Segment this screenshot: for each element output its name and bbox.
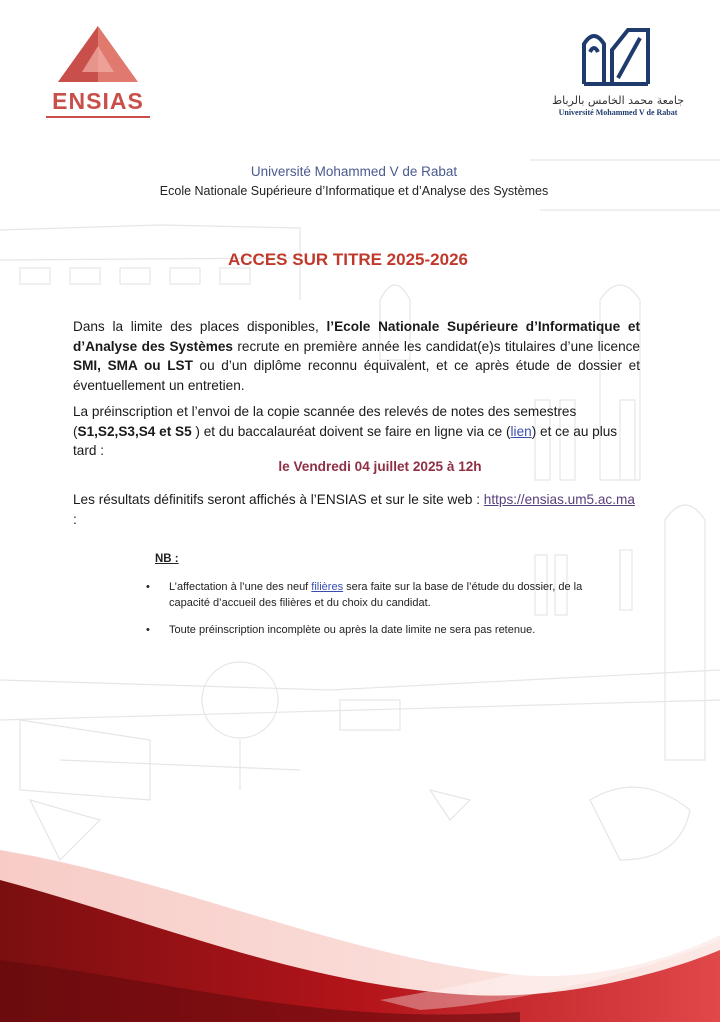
page-title: ACCES SUR TITRE 2025-2026 bbox=[228, 250, 468, 269]
nb-list bbox=[146, 579, 606, 649]
preinscription-link[interactable]: lien bbox=[510, 423, 532, 439]
bullet-icon: • bbox=[146, 581, 150, 593]
university-name-latin: Université Mohammed V de Rabat bbox=[558, 108, 678, 117]
preinscription-paragraph: La préinscription et l’envoi de la copie scannée des relevés de notes des semestres (S1,S2,S3,S4 et S5 ) et du baccalauréat doivent se faire en ligne via ce (lien) et ce au plus tard : bbox=[73, 404, 618, 458]
intro-paragraph: Dans la limite des places disponibles, l’Ecole Nationale Supérieure d’Informatique et d’Analyse des Systèmes recrute en première année les candidat(e)s titulaires d’une licence SMI, SMA ou LST ou d’un diplôme reconnu équivalent, et ce après étude de dossier et éventuellement un entretien. bbox=[73, 319, 640, 393]
licence-types: SMI, SMA ou LST bbox=[73, 358, 193, 373]
bullet-icon: • bbox=[146, 624, 150, 636]
nb-label: NB : bbox=[155, 553, 179, 565]
school-name-bold: l’Ecole Nationale Supérieure d’Informatique et d’Analyse des Systèmes bbox=[73, 319, 640, 354]
school-heading: Ecole Nationale Supérieure d’Informatique et d’Analyse des Systèmes bbox=[159, 184, 549, 198]
triangle-icon bbox=[42, 24, 154, 88]
list-item: • Toute préinscription incomplète ou après la date limite ne sera pas retenue. bbox=[146, 624, 536, 636]
ensias-logo bbox=[42, 24, 154, 116]
website-link[interactable]: https://ensias.um5.ac.ma bbox=[483, 492, 635, 507]
ensias-wordmark: ENSIAS bbox=[52, 88, 144, 114]
list-item: • L’affectation à l’une des neuf filières sera faite sur la base de l’étude du dossier, de la capacité d’accueil des filières et du choix du candidat. bbox=[146, 581, 583, 609]
filieres-link[interactable]: filières bbox=[311, 581, 344, 593]
university-heading: Université Mohammed V de Rabat bbox=[250, 164, 458, 179]
um5-logo bbox=[548, 22, 688, 122]
um5-emblem-icon bbox=[548, 22, 688, 92]
semesters-bold: S1,S2,S3,S4 et S5 bbox=[77, 423, 192, 439]
deadline-date: le Vendredi 04 juillet 2025 à 12h bbox=[278, 459, 482, 474]
results-paragraph: Les résultats définitifs seront affichés à l’ENSIAS et sur le site web : https://ensias.um5.ac.ma : bbox=[73, 492, 635, 527]
logo-underline bbox=[46, 116, 150, 118]
red-wave-footer bbox=[0, 850, 720, 1022]
university-name-arabic: جامعة محمد الخامس بالرباط bbox=[551, 94, 685, 107]
